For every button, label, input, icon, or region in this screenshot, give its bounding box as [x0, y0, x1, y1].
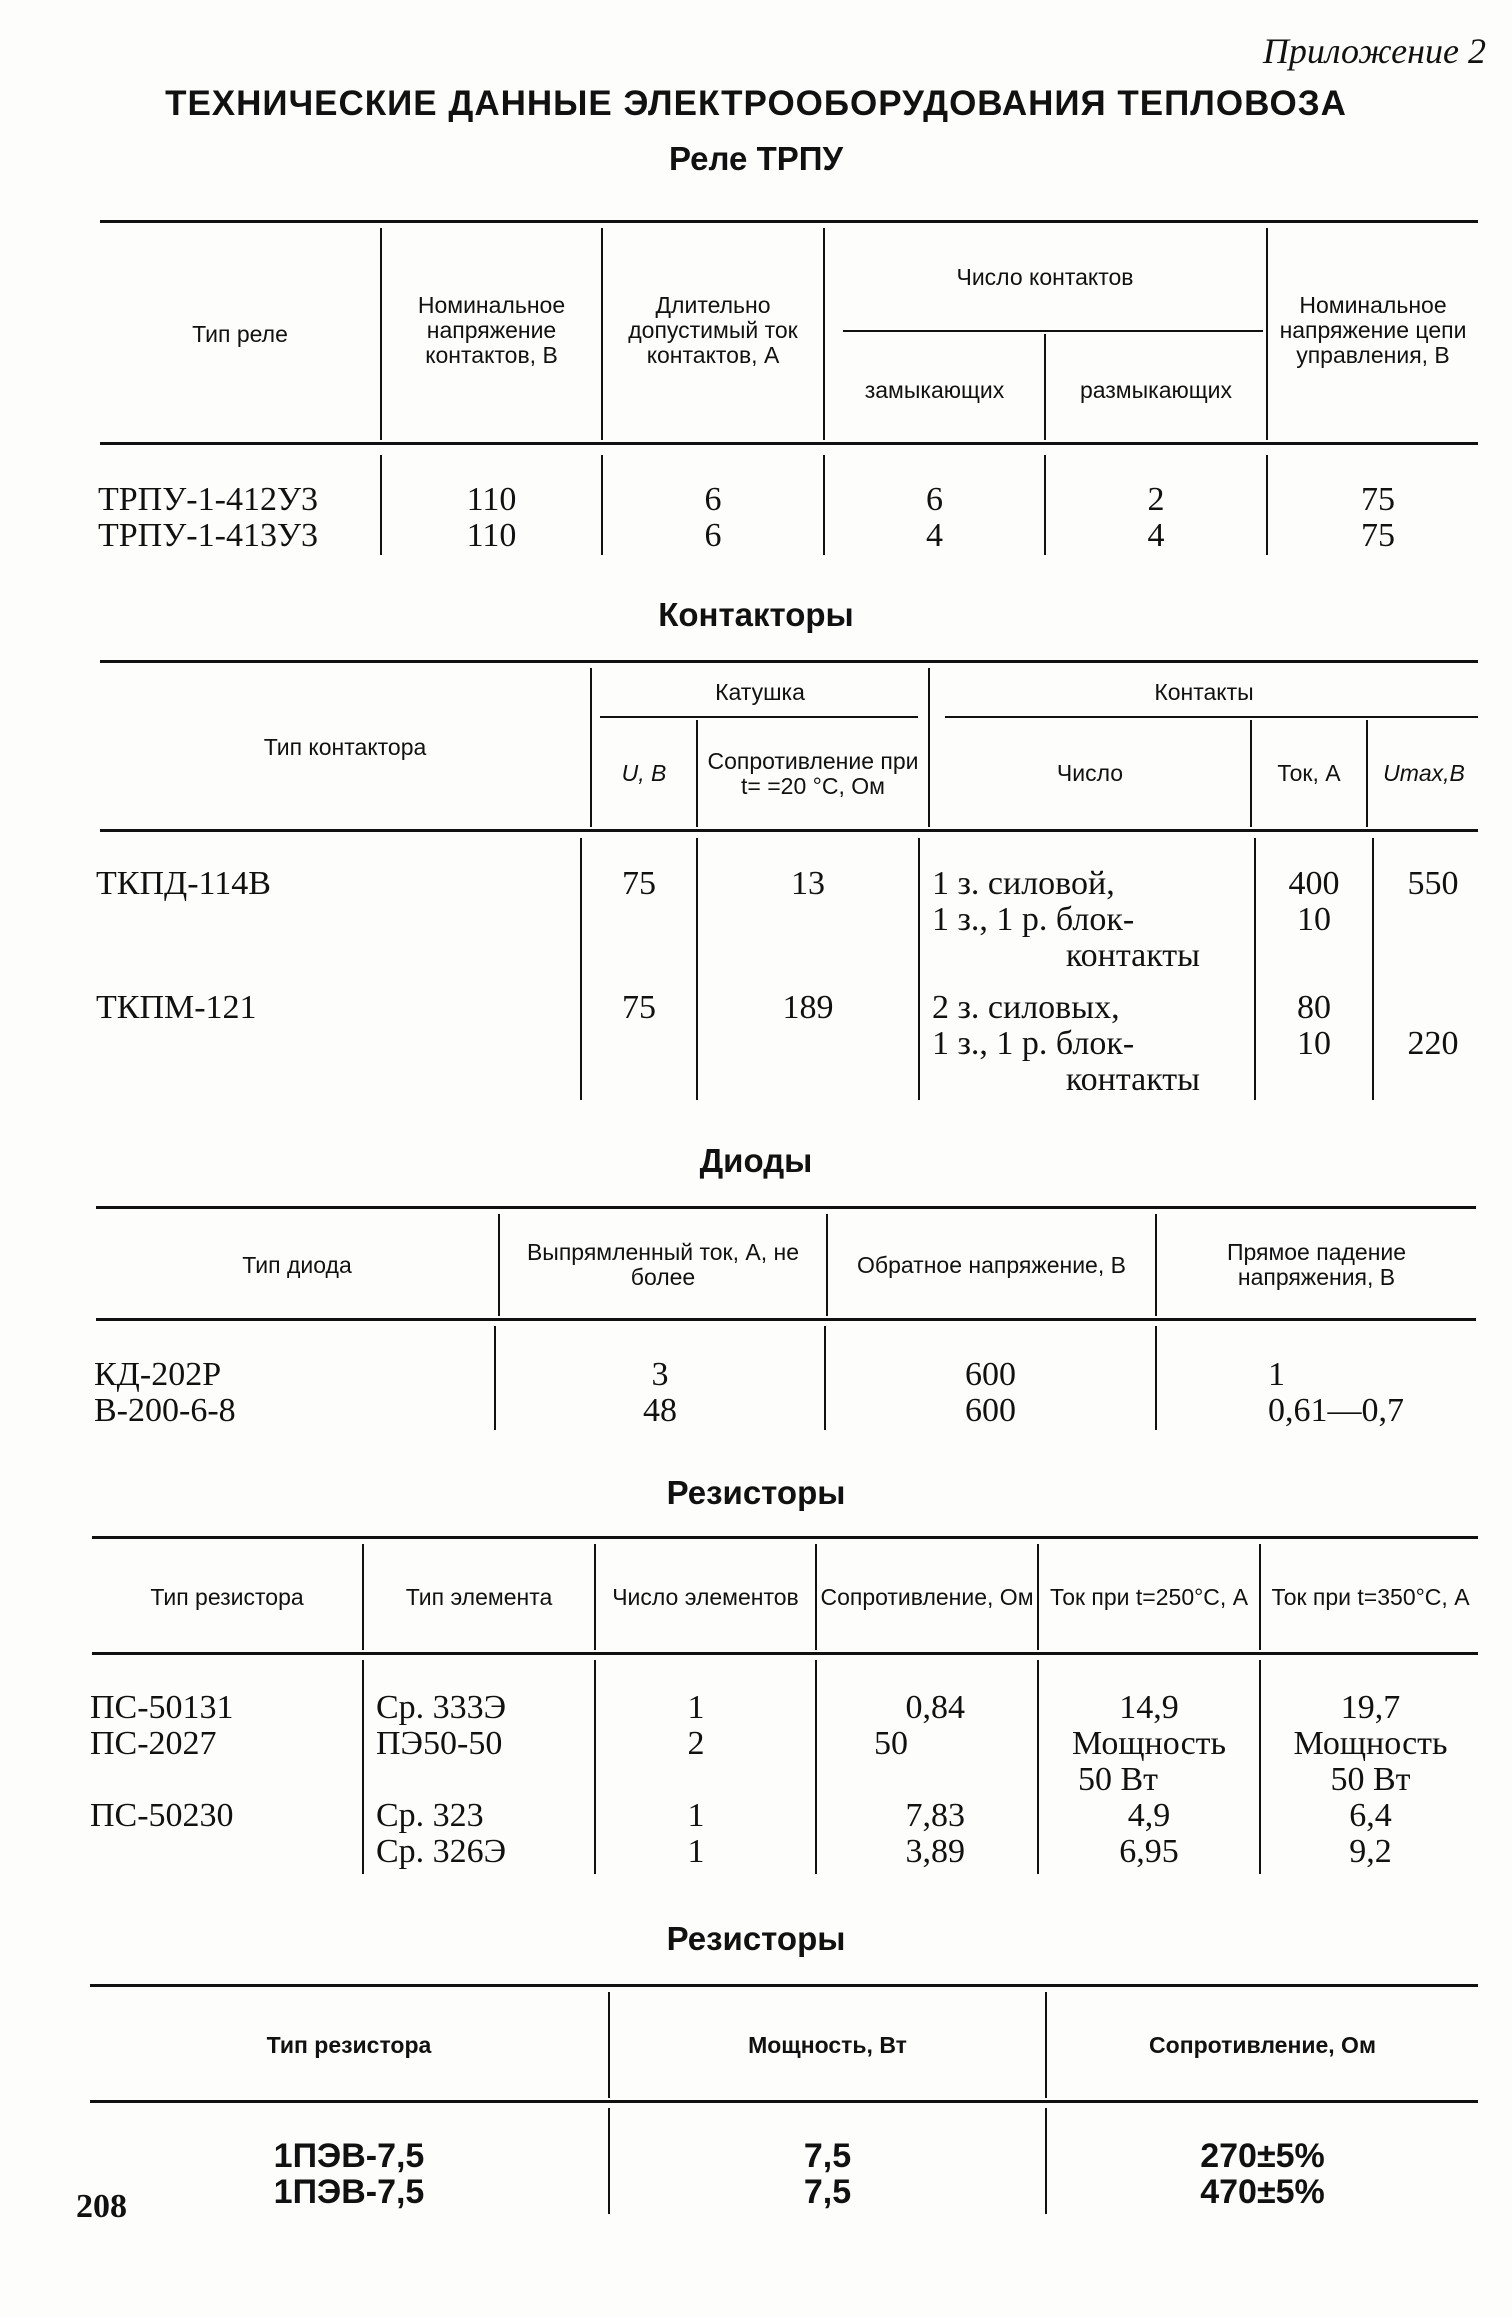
- current-cell: 6: [704, 481, 722, 518]
- rectified-current-cell: 3: [651, 1356, 669, 1393]
- header-contactor-type: Тип контактора: [263, 734, 427, 760]
- resistance-cell: 0,84: [905, 1689, 965, 1726]
- current-350-cell: 50 Вт: [1330, 1761, 1411, 1798]
- contacts-number-cell: 1 з., 1 р. блок-: [932, 901, 1135, 938]
- resistance-cell: 270±5%: [1200, 2137, 1325, 2175]
- header-contacts-count: Число контактов: [956, 263, 1134, 290]
- header-relay-type: Тип реле: [192, 320, 288, 347]
- diode-type-cell: КД-202Р: [94, 1356, 222, 1393]
- resistor-type-cell: ПС-2027: [90, 1725, 217, 1762]
- umax-cell: 550: [1407, 865, 1459, 902]
- header-resistance: Сопротивление, Ом: [1149, 2031, 1376, 2058]
- current-250-cell: 50 Вт: [1078, 1761, 1159, 1798]
- page-number: 208: [76, 2188, 127, 2225]
- closing-cell: 6: [926, 481, 943, 518]
- current-250-cell: Мощность: [1071, 1725, 1227, 1762]
- resistance-cell: 50: [874, 1725, 908, 1762]
- contacts-current-cell: 10: [1297, 901, 1331, 938]
- header-forward-drop: Прямое падение напряжения, В: [1226, 1239, 1407, 1290]
- current-350-cell: 19,7: [1340, 1689, 1401, 1726]
- current-350-cell: Мощность: [1293, 1725, 1448, 1762]
- header-resistor-type: Тип резистора: [150, 1583, 304, 1610]
- contacts-number-cell: 2 з. силовых,: [932, 989, 1120, 1026]
- resistor-type-cell: 1ПЭВ-7,5: [273, 2173, 425, 2211]
- header-coil: Катушка: [715, 678, 805, 705]
- header-element-type: Тип элемента: [405, 1583, 553, 1610]
- contacts-number-cell: контакты: [1065, 937, 1200, 974]
- resistance-cell: 3,89: [905, 1833, 965, 1870]
- header-control-voltage: Номинальное напряжение цепи управления, В: [1279, 291, 1467, 368]
- current-250-cell: 14,9: [1119, 1689, 1179, 1726]
- contacts-number-cell: 1 з. силовой,: [932, 865, 1115, 902]
- header-continuous-current: Длительно допустимый ток контактов, А: [628, 291, 798, 368]
- header-umax: Umax,В: [1383, 760, 1465, 786]
- rectified-current-cell: 48: [643, 1392, 677, 1429]
- current-cell: 6: [704, 517, 722, 554]
- contacts-current-cell: 10: [1297, 1025, 1331, 1062]
- opening-cell: 2: [1147, 481, 1165, 518]
- relay-type-cell: ТРПУ-1-413У3: [98, 517, 319, 554]
- element-type-cell: Ср. 333Э: [376, 1689, 507, 1726]
- control-voltage-cell: 75: [1361, 481, 1395, 518]
- header-coil-resistance: Сопротивление при t= =20 °С, Ом: [707, 747, 919, 799]
- umax-cell: 220: [1407, 1025, 1459, 1062]
- current-350-cell: 9,2: [1349, 1833, 1392, 1870]
- header-resistance: Сопротивление, Ом: [820, 1583, 1034, 1610]
- relay-type-cell: ТРПУ-1-412У3: [98, 481, 319, 518]
- header-coil-voltage: U, В: [621, 760, 667, 786]
- coil-resistance-cell: 13: [791, 865, 825, 902]
- header-contacts: Контакты: [1154, 678, 1254, 705]
- header-opening: размыкающих: [1079, 376, 1233, 403]
- element-count-cell: 1: [687, 1689, 705, 1726]
- relay-section-title: Реле ТРПУ: [668, 140, 843, 177]
- resistors-power-section-title: Резисторы: [666, 1920, 846, 1957]
- page-title: ТЕХНИЧЕСКИЕ ДАННЫЕ ЭЛЕКТРООБОРУДОВАНИЯ ТЕПЛОВОЗА: [165, 84, 1347, 123]
- element-count-cell: 1: [687, 1833, 705, 1870]
- resistors-section-title: Резисторы: [666, 1474, 846, 1511]
- coil-voltage-cell: 75: [622, 989, 656, 1026]
- power-cell: 7,5: [803, 2137, 852, 2175]
- current-250-cell: 6,95: [1119, 1833, 1179, 1870]
- coil-resistance-cell: 189: [782, 989, 834, 1026]
- forward-drop-cell: 0,61—0,7: [1268, 1392, 1404, 1429]
- contactor-type-cell: ТКПД-114В: [96, 865, 271, 902]
- contactors-section-title: Контакторы: [658, 596, 854, 633]
- reverse-voltage-cell: 600: [965, 1392, 1016, 1429]
- resistance-cell: 470±5%: [1200, 2173, 1325, 2211]
- element-type-cell: ПЭ50-50: [376, 1725, 503, 1762]
- header-contacts-number: Число: [1056, 760, 1124, 786]
- contacts-current-cell: 400: [1288, 865, 1340, 902]
- header-element-count: Число элементов: [612, 1583, 799, 1610]
- resistance-cell: 7,83: [905, 1797, 965, 1834]
- forward-drop-cell: 1: [1268, 1356, 1285, 1393]
- header-current-350: Ток при t=350°С, А: [1271, 1583, 1470, 1610]
- element-count-cell: 2: [687, 1725, 705, 1762]
- element-count-cell: 1: [687, 1797, 705, 1834]
- resistor-type-cell: ПС-50131: [90, 1689, 234, 1726]
- header-reverse-voltage: Обратное напряжение, В: [857, 1251, 1126, 1278]
- header-contacts-current: Ток, А: [1277, 760, 1341, 786]
- resistor-type-cell: ПС-50230: [90, 1797, 234, 1834]
- diodes-section-title: Диоды: [699, 1142, 813, 1179]
- voltage-cell: 110: [466, 517, 517, 554]
- header-closing: замыкающих: [864, 376, 1005, 403]
- closing-cell: 4: [926, 517, 943, 554]
- header-diode-type: Тип диода: [242, 1251, 352, 1278]
- reverse-voltage-cell: 600: [965, 1356, 1016, 1393]
- current-250-cell: 4,9: [1127, 1797, 1171, 1834]
- header-rectified-current: Выпрямленный ток, А, не более: [526, 1239, 800, 1290]
- header-nominal-voltage: Номинальное напряжение контактов, В: [417, 291, 566, 368]
- header-power: Мощность, Вт: [748, 2031, 907, 2058]
- appendix-label: Приложение 2: [1262, 31, 1486, 71]
- element-type-cell: Ср. 326Э: [376, 1833, 507, 1870]
- opening-cell: 4: [1147, 517, 1165, 554]
- contacts-number-cell: контакты: [1065, 1061, 1200, 1098]
- power-cell: 7,5: [803, 2173, 852, 2211]
- coil-voltage-cell: 75: [622, 865, 656, 902]
- voltage-cell: 110: [466, 481, 517, 518]
- contactor-type-cell: ТКПМ-121: [96, 989, 257, 1026]
- current-350-cell: 6,4: [1349, 1797, 1392, 1834]
- diode-type-cell: В-200-6-8: [94, 1392, 236, 1429]
- control-voltage-cell: 75: [1361, 517, 1395, 554]
- header-resistor-type: Тип резистора: [266, 2031, 432, 2058]
- element-type-cell: Ср. 323: [376, 1797, 484, 1834]
- contacts-number-cell: 1 з., 1 р. блок-: [932, 1025, 1135, 1062]
- contacts-current-cell: 80: [1297, 989, 1331, 1026]
- resistor-type-cell: 1ПЭВ-7,5: [273, 2137, 425, 2175]
- header-current-250: Ток при t=250°С, А: [1049, 1583, 1249, 1610]
